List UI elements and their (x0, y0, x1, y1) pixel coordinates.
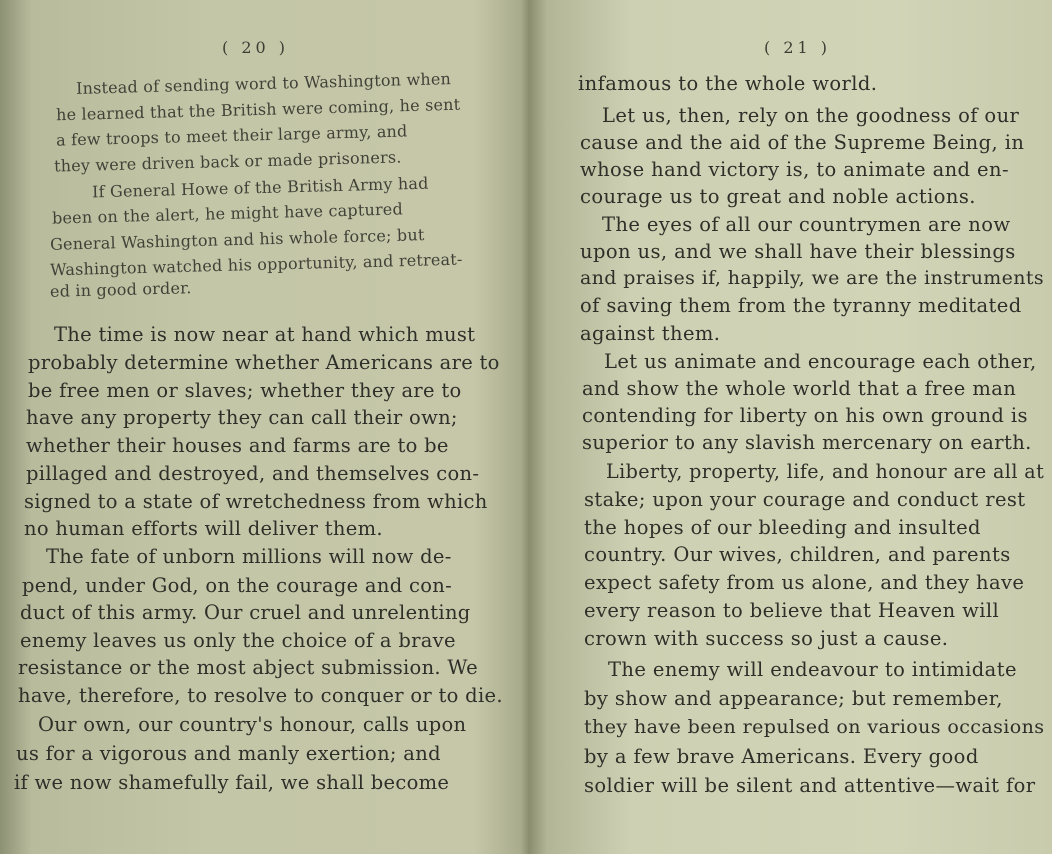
text-line: stake; upon your courage and conduct rest (584, 488, 1026, 511)
quote-line: Instead of sending word to Washington when (75, 69, 452, 98)
text-line: The time is now near at hand which must (54, 323, 476, 346)
text-line: against them. (580, 322, 721, 345)
text-line: contending for liberty on his own ground is (582, 404, 1028, 427)
text-line: infamous to the whole world. (578, 72, 878, 95)
text-line: pend, under God, on the courage and con- (22, 574, 453, 597)
text-line: by a few brave Americans. Every good (584, 745, 979, 768)
text-line: duct of this army. Our cruel and unrelenting (20, 601, 471, 624)
text-line: and show the whole world that a free man (582, 377, 1017, 400)
text-line: if we now shamefully fail, we shall become (14, 771, 450, 794)
text-line: superior to any slavish mercenary on earth. (582, 431, 1032, 454)
text-line: they have been repulsed on various occasions (584, 716, 1045, 738)
quote-line: a few troops to meet their large army, and (55, 121, 408, 150)
text-line: have any property they can call their own; (26, 406, 458, 429)
text-line: courage us to great and noble actions. (580, 185, 976, 208)
text-line: no human efforts will deliver them. (24, 517, 383, 540)
text-line: The fate of unborn millions will now de- (46, 545, 452, 568)
text-line: of saving them from the tyranny meditated (580, 294, 1022, 317)
text-line: The enemy will endeavour to intimidate (608, 658, 1017, 681)
text-line: signed to a state of wretchedness from which (24, 490, 488, 513)
quote-line: ed in good order. (49, 278, 192, 301)
text-line: and praises if, happily, we are the instruments (580, 267, 1045, 289)
right-page (526, 0, 1052, 854)
quote-line: If General Howe of the British Army had (91, 173, 429, 202)
page-number-right: ( 21 ) (764, 38, 832, 57)
text-line: resistance or the most abject submission. We (18, 656, 479, 679)
text-line: by show and appearance; but remember, (584, 687, 1003, 710)
text-line: be free men or slaves; whether they are to (28, 379, 462, 402)
text-line: Let us animate and encourage each other, (604, 350, 1037, 373)
text-line: The eyes of all our countrymen are now (602, 213, 1011, 236)
quote-line: he learned that the British were coming, he sent (55, 94, 461, 125)
text-line: country. Our wives, children, and parents (584, 543, 1011, 566)
text-line: us for a vigorous and manly exertion; and (16, 742, 441, 765)
quote-line: been on the alert, he might have captured (51, 199, 404, 228)
text-line: every reason to believe that Heaven will (584, 599, 1000, 622)
text-line: whether their houses and farms are to be (26, 434, 449, 457)
text-line: cause and the aid of the Supreme Being, in (580, 131, 1025, 154)
text-line: expect safety from us alone, and they have (584, 571, 1025, 594)
text-line: have, therefore, to resolve to conquer or to die. (18, 684, 503, 707)
text-line: upon us, and we shall have their blessings (580, 240, 1016, 263)
quote-line: they were driven back or made prisoners. (53, 147, 402, 176)
quote-line: Washington watched his opportunity, and retreat- (49, 249, 463, 280)
text-line: enemy leaves us only the choice of a brave (20, 629, 456, 652)
page-number-left: ( 20 ) (222, 38, 290, 57)
text-line: probably determine whether Americans are to (28, 351, 500, 374)
text-line: the hopes of our bleeding and insulted (584, 516, 981, 539)
text-line: Liberty, property, life, and honour are all at (606, 460, 1045, 483)
text-line: soldier will be silent and attentive—wait for (584, 774, 1036, 797)
text-line: Our own, our country's honour, calls upon (38, 713, 467, 736)
quote-line: General Washington and his whole force; but (49, 225, 425, 254)
text-line: whose hand victory is, to animate and en- (580, 158, 1009, 181)
text-line: crown with success so just a cause. (584, 627, 949, 650)
text-line: Let us, then, rely on the goodness of our (602, 104, 1020, 127)
text-line: pillaged and destroyed, and themselves con- (26, 462, 480, 485)
